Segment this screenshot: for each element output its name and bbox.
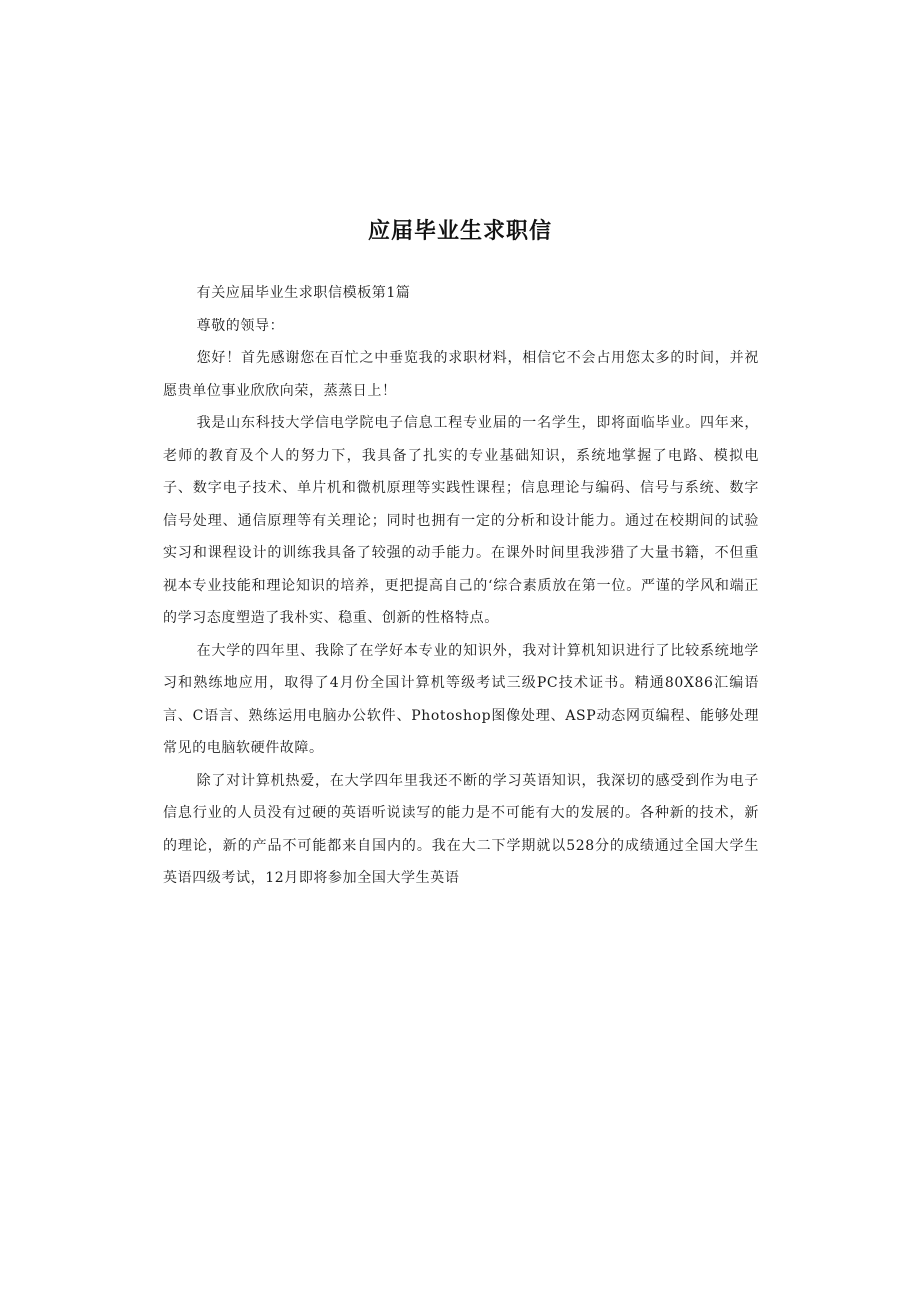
computer-skills-paragraph: 在大学的四年里、我除了在学好本专业的知识外，我对计算机知识进行了比较系统地学习和熟练地应用，取得了4月份全国计算机等级考试三级PC技术证书。精通80X86汇编语言、C语言、熟练运用电脑办公软件、Photoshop图像处理、ASP动态网页编程、能够处理常见的电脑软硬件故障。 [163, 642, 759, 756]
salutation-paragraph: 尊敬的领导： [196, 317, 285, 334]
document-title: 应届毕业生求职信 [367, 219, 552, 244]
education-paragraph: 我是山东科技大学信电学院电子信息工程专业届的一名学生，即将面临毕业。四年来，老师的教育及个人的努力下，我具备了扎实的专业基础知识，系统地掌握了电路、模拟电子、数字电子技术、单片机和微机原理等实践性课程；信息理论与编码、信号与系统、数字信号处理、通信原理等有关理论；同时也拥有一定的分析和设计能力。通过在校期间的试验实习和课程设计的训练我具备了较强的动手能力。在课外时间里我涉猎了大量书籍，不但重视本专业技能和理论知识的培养，更把提高自己的‘综合素质放在第一位。严谨的学风和端正的学习态度塑造了我朴实、稳重、创新的性格特点。 [163, 415, 759, 626]
subtitle-paragraph: 有关应届毕业生求职信模板第1篇 [196, 285, 411, 301]
document-body [163, 277, 759, 895]
greeting-paragraph: 您好！首先感谢您在百忙之中垂览我的求职材料，相信它不会占用您太多的时间，并祝愿贵单位事业欣欣向荣，蒸蒸日上！ [163, 350, 759, 399]
english-skills-paragraph: 除了对计算机热爱，在大学四年里我还不断的学习英语知识，我深切的感受到作为电子信息行业的人员没有过硬的英语听说读写的能力是不可能有大的发展的。各种新的技术，新的理论，新的产品不可能都来自国内的。我在大二下学期就以528分的成绩通过全国大学生英语四级考试，12月即将参加全国大学生英语 [163, 772, 759, 886]
